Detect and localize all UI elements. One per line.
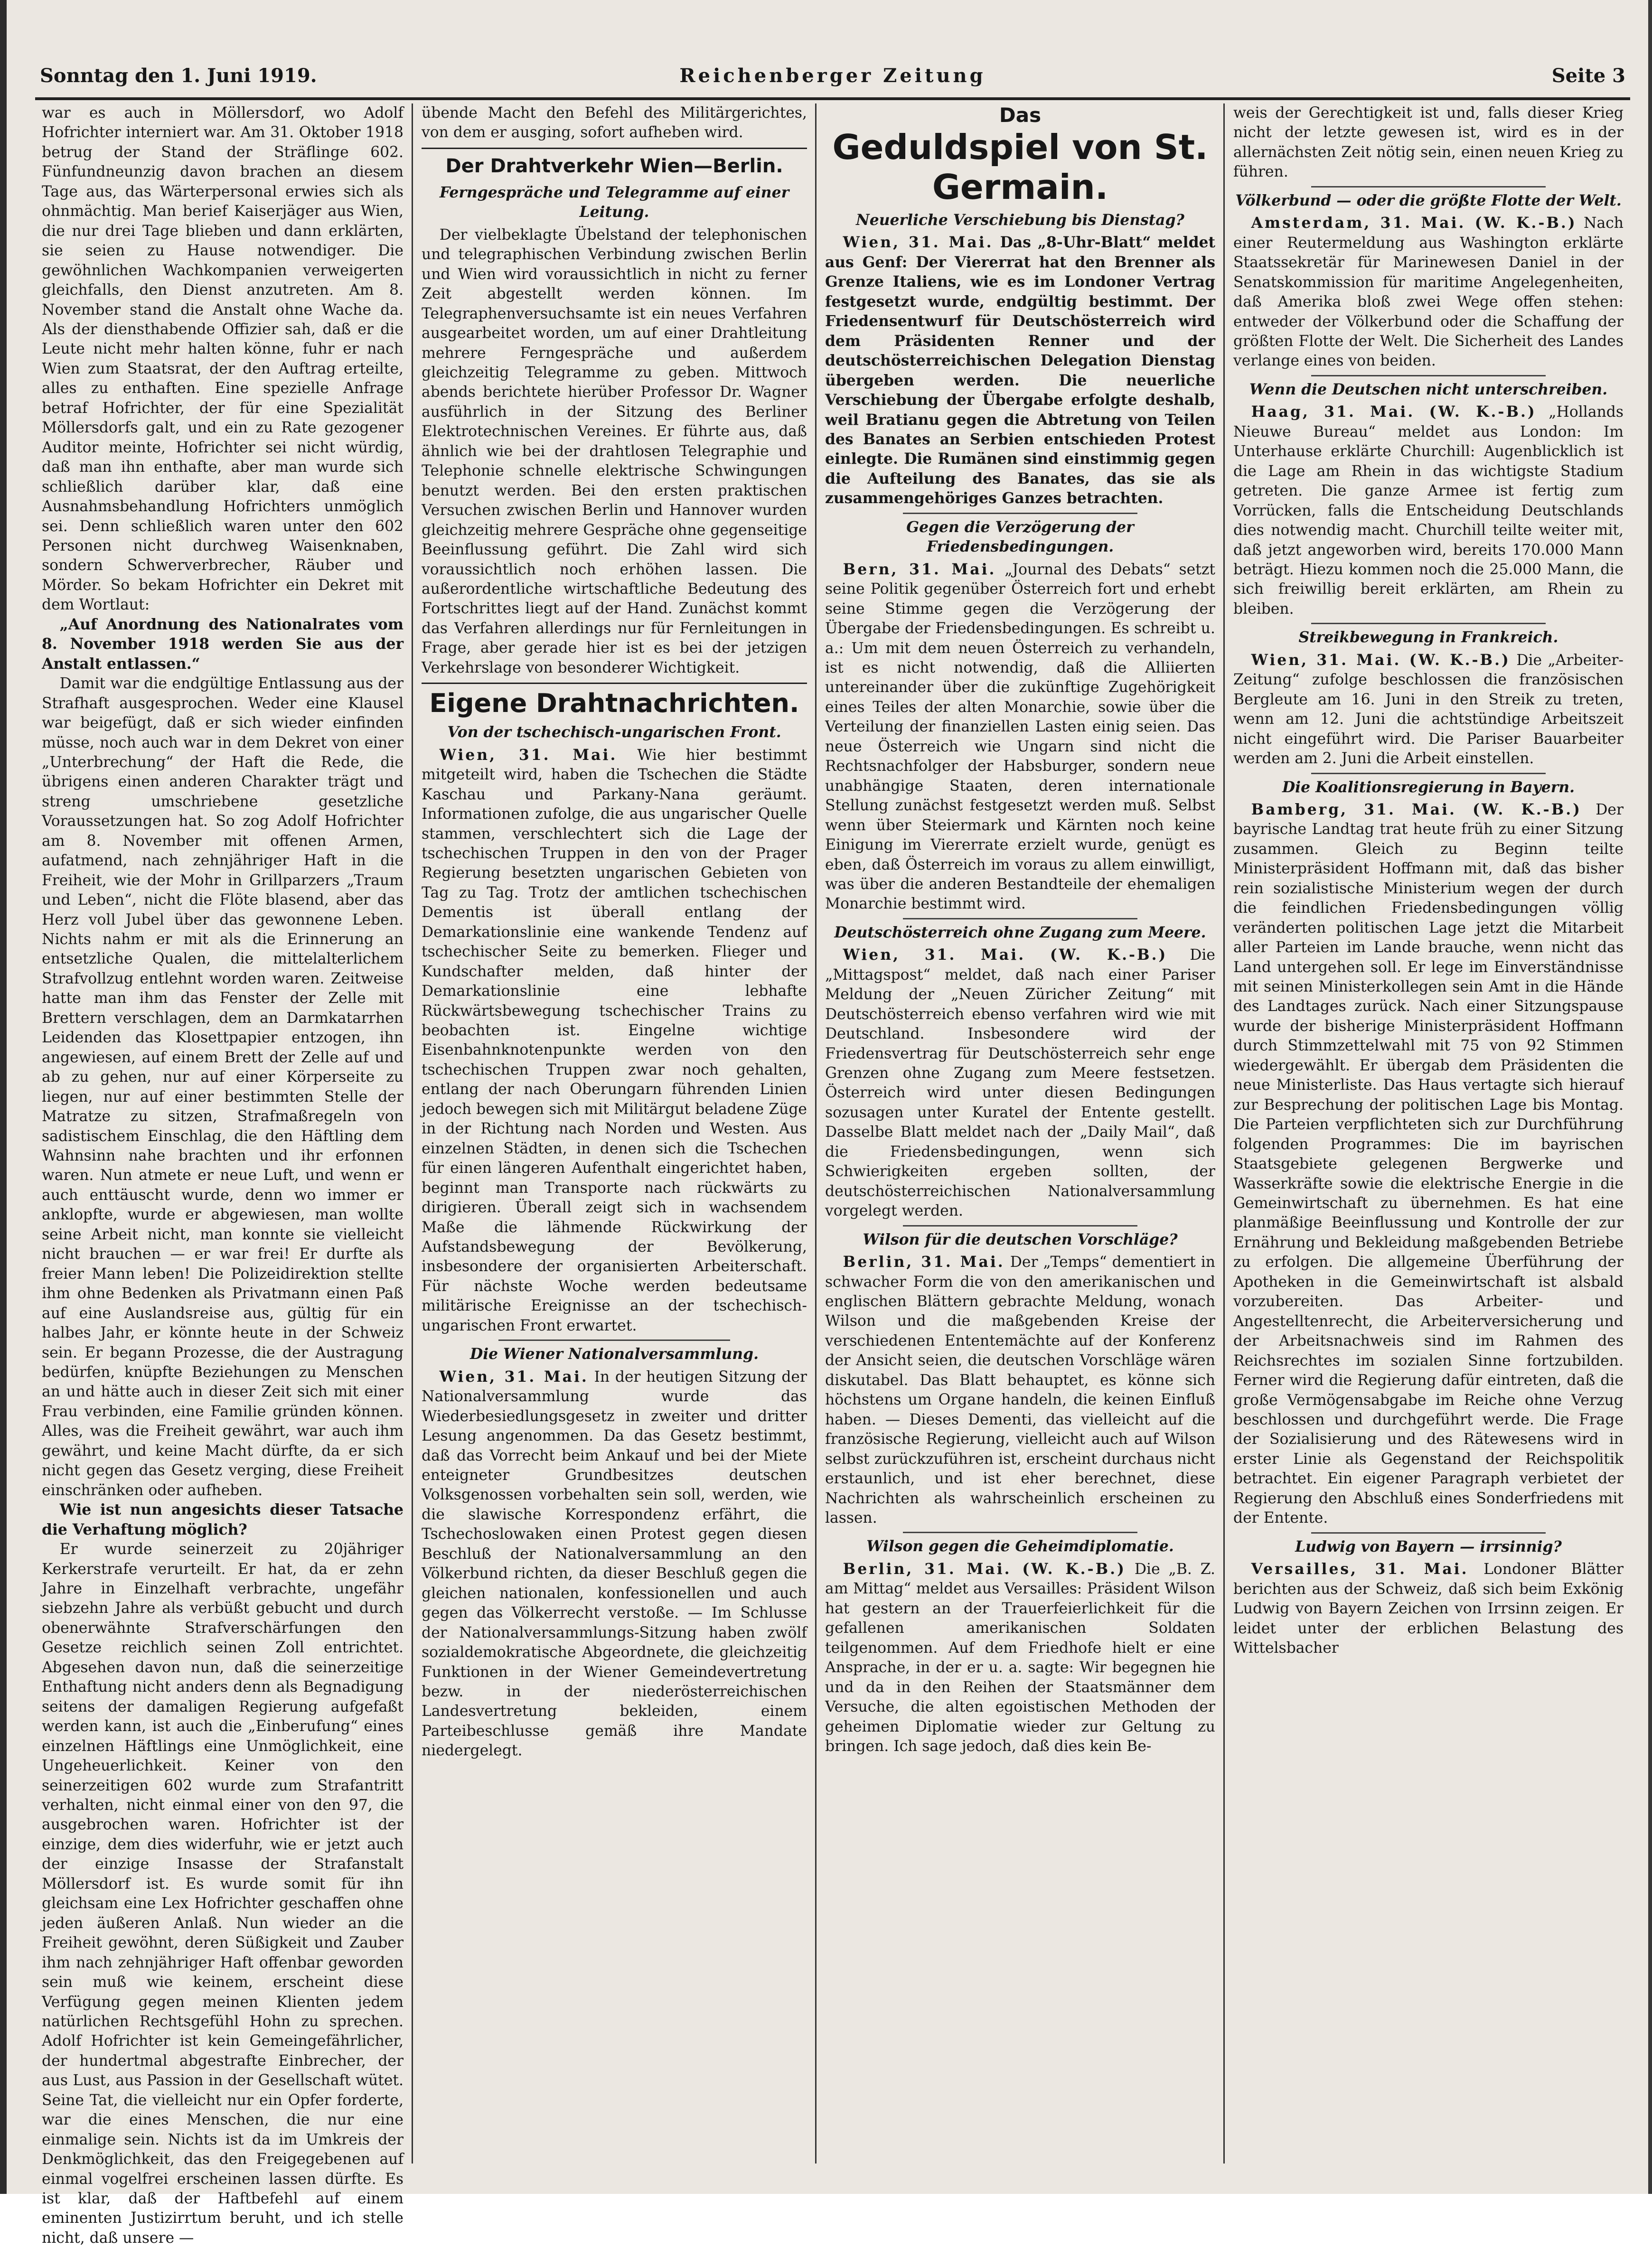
page-number: Seite 3 — [1551, 65, 1625, 87]
separator — [498, 1339, 730, 1341]
headline-pre: Das — [999, 103, 1042, 127]
article-subhead: Neuerliche Verschiebung bis Dienstag? — [856, 212, 1184, 229]
column-2 — [415, 103, 814, 2164]
article-subhead: Die Wiener Nationalversammlung. — [469, 1346, 759, 1363]
dateline: Wien, 31. Mai. (W. K.-B.) — [1251, 651, 1511, 669]
separator — [1311, 1532, 1545, 1534]
article-subhead: Deutschösterreich ohne Zugang zum Meere. — [834, 924, 1206, 941]
separator — [903, 918, 1137, 919]
paragraph: war es auch in Möllersdorf, wo Adolf Hofrichter interniert war. Am 31. Oktober 1918 betrug der Stand der Sträflinge 602. Fünfundneunzig davon brachen an diesem Tage aus, das Wärterpersonal erwies sich als ohnmächtig. Man berief Kaiserjäger aus Wien, die nur drei Tage blieben und dann erklärten, sie seien zu Hause notwendiger. Die gewöhnlichen Wachkompanien verweigerten gleichfalls, den Dienst anzutreten. Am 8. November stand die Anstalt ohne Wache da. Als der diensthabende Offizier sah, daß er die Leute nicht mehr halten könne, fuhr er nach Wien zum Staatsrat, der den Auftrag erteilte, alles zu enthaften. Eine spezielle Anfrage betraf Hofrichter, der für eine Spezialität Möllersdorfs galt, und ein zu Rate gezogener Auditor meinte, Hofrichter sei nicht würdig, daß man ihn enthafte, aber man wurde sich schließlich darüber klar, daß eine Ausnahmsbehandlung Hofrichters unmöglich sei. Denn schließlich waren unter den 602 Personen nicht durchweg Waisenknaben, sondern Schwerverbrecher, Räuber und Mörder. So bekam Hofrichter ein Dekret mit dem Wortlaut: — [42, 104, 404, 614]
article-text: In der heutigen Sitzung der Nationalversammlung wurde das Wiederbesiedlungsgesetz in zweiter und dritter Lesung angenommen. Da das Gesetz bestimmt, daß das Vorrecht beim Ankauf und bei der Miete enteigneter Grundbesitzes deutschen Volksgenossen vorbehalten sein soll, werden, wie die slawische Korrespondenz erfährt, die Tschechoslowaken einen Protest gegen diesen Beschluß der Nationalversammlung an den Völkerbund richten, da dieser Beschluß gegen die gleichen nationalen, konfessionellen und auch gegen das Völkerrecht verstoße. — Im Schlusse der Nationalversammlungs-Sitzung haben zwölf sozialdemokratische Abgeordnete, die gleichzeitig Funktionen in der Wiener Gemeindevertretung bezw. in der niederösterreichischen Landesvertretung bekleiden, einem Parteibeschlusse gemäß ihre Mandate niedergelegt. — [422, 1368, 807, 1760]
column-divider — [815, 103, 817, 2164]
article-subhead: Die Koalitionsregierung in Bayern. — [1282, 778, 1575, 796]
dateline: Bern, 31. Mai. — [843, 561, 996, 578]
separator — [903, 513, 1137, 514]
article-subhead: Ferngespräche und Telegramme auf einer Leitung. — [439, 184, 789, 221]
column-4 — [1227, 103, 1630, 2164]
separator — [1311, 186, 1545, 187]
dateline: Berlin, 31. Mai. (W. K.-B.) — [843, 1560, 1126, 1578]
separator — [1311, 773, 1545, 774]
dateline: Wien, 31. Mai. (W. K.-B.) — [843, 946, 1168, 964]
dateline: Berlin, 31. Mai. — [843, 1254, 1005, 1271]
paragraph: übende Macht den Befehl des Militärgerichtes, von dem er ausging, sofort aufheben wird. — [422, 104, 807, 141]
column-divider — [1223, 103, 1225, 2164]
newspaper-title: Reichenberger Zeitung — [679, 65, 986, 87]
separator — [903, 1532, 1137, 1533]
article-subhead: Von der tschechisch-ungarischen Front. — [447, 724, 781, 741]
separator — [903, 1225, 1137, 1227]
quoted-decree: „Auf Anordnung des Nationalrates vom 8. November 1918 werden Sie aus der Anstalt entlassen.“ — [42, 616, 404, 673]
dateline: Wien, 31. Mai. — [843, 234, 994, 252]
article-text: Der „Temps“ dementiert in schwacher Form die von den amerikanischen und englischen Blättern gebrachte Meldung, wonach Wilson und die maßgebenden Kreise der verschiedenen Ententemächte auf der Konferenz der Ansicht seien, die deutschen Vorschläge wären diskutabel. Das Blatt behauptet, es könne sich höchstens um Organe handeln, die keinen Einfluß haben. — Dieses Dementi, das vielleicht auf die französische Regierung, vielleicht auch auf Wilson selbst zurückzuführen ist, erscheint durchaus nicht erstaunlich, und ist eher berechnet, diese Nachrichten als wahrscheinlich erscheinen zu lassen. — [825, 1254, 1215, 1527]
dateline: Amsterdam, 31. Mai. (W. K.-B.) — [1251, 215, 1577, 232]
article-headline-drahtverkehr: Der Drahtverkehr Wien—Berlin. — [422, 148, 807, 179]
article-text: Londoner Blätter berichten aus der Schweiz, daß sich beim Exkönig Ludwig von Bayern Zeichen von Irrsinn zeigen. Er leidet unter der erblichen Belastung des Wittelsbacher — [1233, 1561, 1624, 1657]
article-text: Die „B. Z. am Mittag“ meldet aus Versailles: Präsident Wilson hat gestern an der Trauerfeierlichkeit für die gefallenen amerikanischen Soldaten teilgenommen. Auf dem Friedhofe hielt er eine Ansprache, in der er u. a. sagte: Wir begegnen hie und da in den Reihen der Staatsmänner dem Versuche, die alten egoistischen Methoden der geheimen Diplomatie wieder zur Geltung zu bringen. Ich sage jedoch, daß dies kein Be- — [825, 1560, 1216, 1755]
separator — [1311, 375, 1545, 376]
article-subhead: Ludwig von Bayern — irrsinnig? — [1295, 1538, 1562, 1555]
article-subhead: Wilson für die deutschen Vorschläge? — [863, 1231, 1178, 1248]
separator — [1311, 623, 1545, 624]
dateline: Versailles, 31. Mai. — [1251, 1561, 1469, 1578]
issue-date: Sonntag den 1. Juni 1919. — [40, 65, 317, 87]
masthead — [35, 57, 1630, 95]
article-text: Der vielbeklagte Übelstand der telephonischen und telegraphischen Verbindung zwischen Berlin und Wien wird voraussichtlich in nicht zu ferner Zeit abgestellt werden können. Im Telegraphenversuchsamte ist ein neues Verfahren ausgearbeitet worden, um auf einer Drahtleitung mehrere Ferngespräche und außerdem gleichzeitig Telegramme zu geben. Mittwoch abends berichtete hierüber Professor Dr. Wagner ausführlich in der Sitzung des Berliner Elektrotechnischen Vereines. Er führte aus, daß ähnlich wie bei der drahtlosen Telegraphie und Telephonie schnelle elektrische Schwingungen benutzt werden. Bei den ersten praktischen Versuchen zwischen Berlin und Hannover wurden gleichzeitig mehrere Gespräche ohne gegenseitige Beeinflussung geführt. Die Zahl wird sich voraussichtlich noch erhöhen lassen. Die außerordentliche wirtschaftliche Bedeutung des Fortschrittes liegt auf der Hand. Zunächst kommt das Verfahren allerdings nur für Fernleitungen in Frage, aber gerade hier ist es bei der jetzigen Verkehrslage von besonderer Wichtigkeit. — [422, 226, 807, 676]
article-text: Die „Mittagspost“ meldet, daß nach einer Pariser Meldung der „Neuen Züricher Zeitung“ mit Deutschösterreich ebenso verfahren wird wie mit Deutschland. Insbesondere wird der Friedensvertrag für Deutschösterreich sehr enge Grenzen ohne Zugang zum Meere festsetzen. Österreich wird unter diesen Bedingungen sozusagen unter Kuratel der Entente gestellt. Dasselbe Blatt meldet nach der „Daily Mail“, daß die Friedensbedingungen, wenn sich Schwierigkeiten ergeben sollten, der deutschösterreichischen Nationalversammlung vorgelegt werden. — [825, 946, 1215, 1220]
article-text: Das „8-Uhr-Blatt“ meldet aus Genf: Der Viererrat hat den Brenner als Grenze Italiens, wie es im Londoner Vertrag festgesetzt wurde, endgültig bestimmt. Der Friedensentwurf für Deutschösterreich wird dem Präsidenten Renner und der deutschösterreichischen Delegation Dienstag übergeben werden. Die neuerliche Verschiebung der Übergabe erfolgte deshalb, weil Bratianu gegen die Abtretung von Teilen des Banates an Serbien entschieden Protest einlegte. Die Rumänen sind einstimmig gegen die Aufteilung des Banates, das sie als zusammengehöriges Ganzes betrachten. — [825, 234, 1216, 507]
article-subhead: Streikbewegung in Frankreich. — [1298, 629, 1558, 646]
dateline: Wien, 31. Mai. — [439, 746, 618, 764]
article-text: Die „Arbeiter-Zeitung“ zufolge beschlossen die französischen Bergleute am 16. Juni in den Streik zu treten, wenn am 12. Juni die achtstündige Arbeitszeit nicht eingeführt wird. Die Pariser Bauarbeiter werden am 2. Juni die Arbeit einstellen. — [1233, 651, 1624, 768]
column-divider — [412, 103, 413, 2164]
section-headline-drahtnachrichten: Eigene Drahtnachrichten. — [422, 683, 807, 719]
article-text: Nach einer Reutermeldung aus Washington erklärte Staatssekretär für Marinewesen Daniel in der Senatskommission für maritime Angelegenheiten, daß Amerika bloß zwei Wege offen stehen: entweder der Völkerbund oder die Schaffung der größten Flotte der Welt. Die Sicherheit des Landes verlange eines von beiden. — [1233, 215, 1624, 370]
article-subhead: Gegen die Verzögerung der Friedensbedingungen. — [906, 518, 1134, 556]
article-text: „Journal des Debats“ setzt seine Politik gegenüber Österreich fort und erhebt seine Stimme gegen die Verzögerung der Übergabe der Friedensbedingungen. Es schreibt u. a.: Um mit dem neuen Österreich zu verhandeln, ist es nicht notwendig, daß die Alliierten untereinander über die zukünftige Zugehörigkeit eines Teiles der alten Monarchie, sowie über die Verteilung der finanziellen Lasten einig seien. Das neue Österreich wie Ungarn sind nicht die Rechtsnachfolger der Habsburger, sondern neue unabhängige Staaten, deren internationale Stellung zunächst festgesetzt werden muß. Selbst wenn über Steiermark und Kärnten noch keine Einigung im Viererrate erzielt wurde, genügt es eben, daß Österreich im voraus zu allem einwilligt, was über die anderen Bestandteile der ehemaligen Monarchie bestimmt wird. — [825, 561, 1216, 913]
dateline: Bamberg, 31. Mai. (W. K.-B.) — [1251, 801, 1582, 818]
column-3 — [818, 103, 1222, 2164]
column-1 — [35, 103, 410, 2247]
paragraph: Damit war die endgültige Entlassung aus der Strafhaft ausgesprochen. Weder eine Klausel war beigefügt, daß er sich wieder einfinden müsse, noch auch war in dem Dekret von einer „Unterbrechung“ der Haft die Rede, die übrigens einen anderen Charakter trägt und streng umschriebene gesetzliche Voraussetzungen hat. So zog Adolf Hofrichter am 8. November mit offenen Armen, aufatmend, nach zehnjähriger Haft in die Freiheit, wie der Mohr in Grillparzers „Traum und Leben“, nicht die Flöte blasend, aber das Herz voll Jubel über das gewonnene Leben. Nichts nahm er mit als die Erinnerung an entsetzliche Qualen, die mittelalterlichem Strafvollzug entlehnt worden waren. Zeitweise hatte man ihm das Fenster der Zelle mit Brettern verschlagen, dem an Darmkatarrhen Leidenden das Klosettpapier entzogen, ihn angewiesen, auf einem Brett der Zelle auf und ab zu gehen, nur auf einer Körperseite zu liegen, nur auf einer bestimmten Stelle der Matratze zu sitzen, Strafmaßregeln von sadistischem Einschlag, die den Häftling dem Wahnsinn nahe brachten und ihr erfonnen waren. Nun atmete er neue Luft, und wenn er auch enttäuscht wurde, denn wo immer er anklopfte, wurde er abgewiesen, man wollte seine Arbeit nicht, man konnte sie vielleicht nicht brauchen — er war frei! Er durfte als freier Mann leben! Die Polizeidirektion stellte ihm ohne Bedenken als Privatmann einen Paß auf eine Auslandsreise aus, gültig für ein halbes Jahr, er könnte heute in der Schweiz sein. Er begann Prozesse, die der Austragung bedürfen, knüpfte Beziehungen zu Menschen an und hätte auch in dieser Zeit sich mit einer Frau verbinden, eine Familie gründen können. Alles, was die Freiheit gewährt, war auch ihm gewährt, und keine Macht dürfte, da er sich nicht gegen das Gesetz verging, diese Freiheit einschränken oder aufheben. — [42, 675, 404, 1499]
masthead-rule — [35, 97, 1630, 100]
article-subhead: Wenn die Deutschen nicht unterschreiben. — [1249, 381, 1608, 398]
paragraph: Er wurde seinerzeit zu 20jähriger Kerkerstrafe verurteilt. Er hat, da er zehn Jahre in Einzelhaft verbrachte, ungefähr siebzehn Jahre als verbüßt gebucht und durch obenerwähnte Strafverschärfungen den Gesetze reichlich seinen Zoll entrichtet. Abgesehen davon nun, daß die seinerzeitige Enthaftung nicht anders denn als Begnadigung seitens der damaligen Regierung aufgefaßt werden kann, ist auch die „Einberufung“ eines einzelnen Häftlings eine Unmöglichkeit, eine Ungeheuerlichkeit. Keiner von den seinerzeitigen 602 wurde zum Strafantritt verhalten, nicht einmal einer von den 97, die ausgebrochen waren. Hofrichter ist der einzige, dem dies widerfuhr, wie er jetzt auch der einzige Insasse der Strafanstalt Möllersdorf ist. Es wurde somit für ihn gleichsam eine Lex Hofrichter geschaffen ohne jeden äußeren Anlaß. Nun wieder an die Freiheit gewöhnt, deren Süßigkeit und Zauber ihm nach zehnjähriger Haft offenbar geworden sein muß wie keinem, erscheint diese Verfügung gegen meinen Klienten jedem natürlichen Rechtsgefühl Hohn zu sprechen. Adolf Hofrichter ist kein Gemeingefährlicher, der hundertmal abgestrafte Einbrecher, der aus Lust, aus Passion in der Gesellschaft wütet. Seine Tat, die vielleicht nur ein Opfer forderte, war die eines Menschen, die nur eine einmalige sein. Nichts ist da im Umkreis der Denkmöglichkeit, das den Freigegebenen auf einmal vogelfrei erscheinen lassen dürfte. Es ist klar, daß der Haftbefehl auf einem eminenten Justizirrtum beruht, und ich stelle nicht, daß unsere — — [42, 1541, 404, 2247]
dateline: Haag, 31. Mai. (W. K.-B.) — [1251, 403, 1537, 421]
dateline: Wien, 31. Mai. — [439, 1368, 589, 1386]
main-headline: Geduldspiel von St. Germain. — [832, 127, 1208, 207]
article-subhead: Völkerbund — oder die größte Flotte der Welt. — [1235, 192, 1622, 209]
article-text: Der bayrische Landtag trat heute früh zu einer Sitzung zusammen. Gleich zu Beginn teilte Ministerpräsident Hoffmann mit, daß das bisher rein sozialistische Ministerium wegen der durch die feindlichen Friedensbedingungen völlig veränderten politischen Lage jetzt die Mitarbeit aller Parteien im Lande brauche, wenn nicht das Land untergehen soll. Er lege im Einverständnisse mit seinen Ministerkollegen sein Amt in die Hände des Landtages zurück. Nach einer Sitzungspause wurde der bisherige Ministerpräsident Hoffmann durch Stimmzettelwahl mit 75 von 92 Stimmen wiedergewählt. Er übergab dem Präsidenten die neue Ministerliste. Das Haus vertagte sich hierauf zur Besprechung der politischen Lage bis Montag. Die Parteien verpflichteten sich zur Durchführung folgenden Programmes: Die im bayrischen Staatsgebiete gelegenen Bergwerke und Wasserkräfte sowie die elektrische Energie in die Gemeinwirtschaft zu übernehmen. Es hat eine planmäßige Beeinflussung und Kontrolle der zur Ernährung und Bekleidung maßgebenden Betriebe zu erfolgen. Die allgemeine Überführung der Apotheken in die Gemeinwirtschaft ist alsbald vorzubereiten. Das Arbeiter- und Angestelltenrecht, die Arbeiterversicherung und der Arbeitsnachweis sind im Rahmen des Reichsrechtes im sozialen Sinne fortzubilden. Ferner wird die Regierung dafür eintreten, daß die große Vermögensabgabe im Reiche ohne Verzug beschlossen und durchgeführt werde. Die Frage der Sozialisierung und des Rätewesens wird in erster Linie als Gegenstand der Reichspolitik betrachtet. Ein eigener Paragraph verbietet der Regierung den Abschluß eines Sonderfriedens mit der Entente. — [1233, 801, 1624, 1527]
article-text: Wie hier bestimmt mitgeteilt wird, haben die Tschechen die Städte Kaschau und Parkany-Nana geräumt. Informationen zufolge, die aus ungarischer Quelle stammen, verschlechtert sich die Lage der tschechischen Truppen in den von der Prager Regierung besetzten ungarischen Gebieten von Tag zu Tag. Trotz der amtlichen tschechischen Dementis ist überall entlang der Demarkationslinie eine wankende Tendenz auf tschechischer Seite zu bemerken. Flieger und Kundschafter melden, daß hinter der Demarkationslinie eine lebhafte Rückwärtsbewegung tschechischer Trains zu beobachten ist. Eingelne wichtige Eisenbahnknotenpunkte werden von den tschechischen Truppen zwar noch gehalten, entlang der nach Oberungarn führenden Linien jedoch bewegen sich mit Militärgut beladene Züge in der Richtung nach Norden und Westen. Aus einzelnen Städten, in denen sich die Tschechen für einen längeren Aufenthalt eingerichtet haben, beginnt man Transporte nach rückwärts zu dirigieren. Überall zeigt sich in wachsendem Maße die lähmende Rückwirkung der Aufstandsbewegung der Bevölkerung, insbesondere der organisierten Arbeiterschaft. Für nächste Woche werden bedeutsame militärische Ereignisse an der tschechisch-ungarischen Front erwartet. — [422, 746, 807, 1334]
article-subhead: Wilson gegen die Geheimdiplomatie. — [866, 1538, 1174, 1555]
article-text: „Hollands Nieuwe Bureau“ meldet aus London: Im Unterhause erklärte Churchill: Augenblicklich ist die Lage am Rhein in das wichtigste Stadium getreten. Die ganze Armee ist fertig zum Vorrücken, falls die Entscheidung Deutschlands dies notwendig macht. Churchill teilte weiter mit, daß jetzt angeworben wird, bereits 170.000 Mann beträgt. Hiezu kommen noch die 25.000 Mann, die sich freiwillig bereit erklärten, am Rhein zu bleiben. — [1233, 403, 1624, 618]
paragraph: weis der Gerechtigkeit ist und, falls dieser Krieg nicht der letzte gewesen ist, wird es in der allernächsten Zeit nötig sein, einen neuen Krieg zu führen. — [1233, 104, 1624, 181]
question-paragraph: Wie ist nun angesichts dieser Tatsache die Verhaftung möglich? — [42, 1501, 404, 1538]
